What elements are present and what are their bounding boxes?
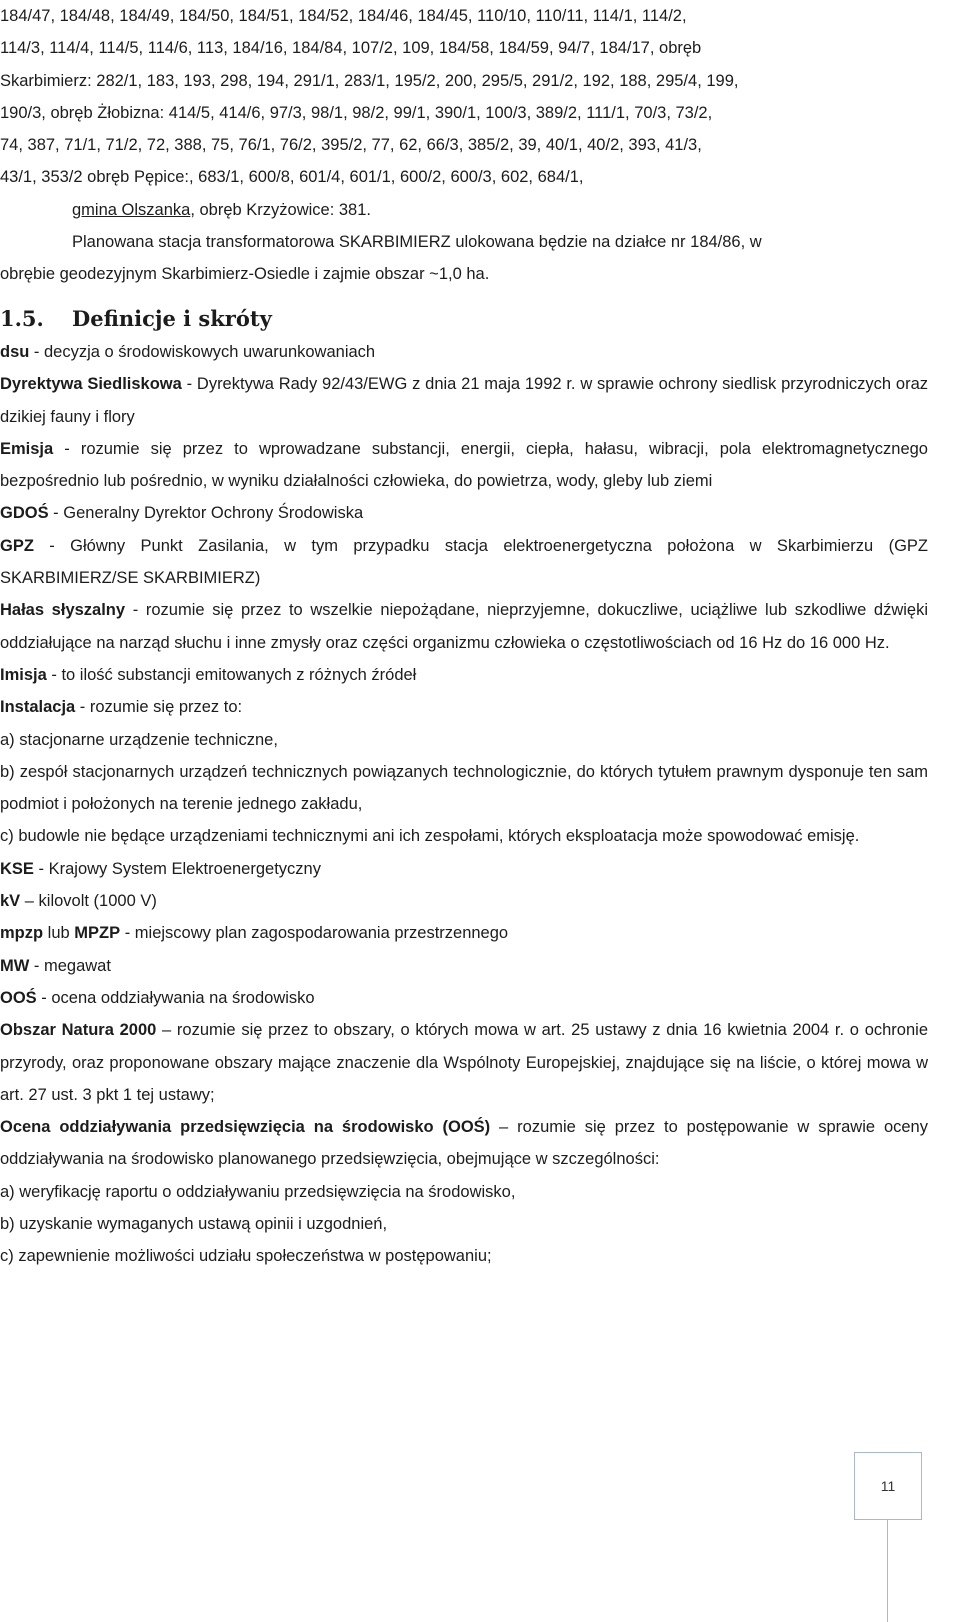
definition-term: Obszar Natura 2000 (0, 1021, 157, 1040)
definition-item (0, 1014, 928, 1111)
definition-text: - megawat (29, 956, 111, 975)
definition-text: - Dyrektywa Rady 92/43/EWG z dnia 21 maja 1992 r. w sprawie ochrony siedlisk przyrodniczych oraz dzikiej fauny i flory (0, 375, 929, 426)
definition-item (0, 368, 928, 433)
definition-item (0, 1240, 928, 1272)
definition-item (0, 691, 928, 723)
page-number-box (854, 1452, 922, 1520)
gmina-rest: , obręb Krzyżowice: 381. (190, 200, 371, 219)
definition-item (0, 336, 928, 368)
definition-item (0, 820, 928, 852)
definition-item (0, 530, 928, 595)
definition-text: a) weryfikację raportu o oddziaływaniu przedsięwzięcia na środowisko, (0, 1182, 516, 1201)
parcel-line: 184/47, 184/48, 184/49, 184/50, 184/51, 184/52, 184/46, 184/45, 110/10, 110/11, 114/1, 114/2, (0, 7, 687, 25)
definition-text: a) stacjonarne urządzenie techniczne, (0, 730, 278, 749)
definition-item (0, 433, 928, 498)
definition-text: c) budowle nie będące urządzeniami technicznymi ani ich zespołami, których eksploatacja może spowodować emisję. (0, 827, 860, 846)
definition-item (0, 594, 928, 659)
definition-item (0, 885, 928, 917)
planned-station-line-1: Planowana stacja transformatorowa SKARBIMIERZ ulokowana będzie na działce nr 184/86, w (72, 233, 762, 252)
planned-station-line-2: obrębie geodezyjnym Skarbimierz-Osiedle i zajmie obszar ~1,0 ha. (0, 265, 490, 284)
definition-term: Ocena oddziaływania przedsięwzięcia na środowisko (OOŚ) (0, 1118, 491, 1137)
parcel-line: 43/1, 353/2 obręb Pępice:, 683/1, 600/8, 601/4, 601/1, 600/2, 600/3, 602, 684/1, (0, 168, 584, 187)
intro-block (0, 0, 928, 291)
definition-term: GPZ (0, 536, 34, 555)
section-title: Definicje i skróty (72, 306, 272, 331)
definition-term: GDOŚ (0, 504, 49, 523)
definition-text: - Generalny Dyrektor Ochrony Środowiska (48, 504, 364, 523)
definition-term: KSE (0, 859, 34, 878)
definition-text: - miejscowy plan zagospodarowania przestrzennego (120, 924, 509, 943)
gmina-name: gmina Olszanka (72, 200, 191, 219)
definition-term: Hałas słyszalny (0, 601, 126, 620)
parcel-list (0, 0, 928, 291)
definition-item (0, 1208, 928, 1240)
definition-text: - decyzja o środowiskowych uwarunkowaniach (29, 343, 376, 361)
definition-text: - ocena oddziaływania na środowisko (36, 988, 315, 1007)
definition-text: - Główny Punkt Zasilania, w tym przypadku stacja elektroenergetyczna położona w Skarbimierzu (GPZ SKARBIMIERZ/SE SKARBIMIERZ) (0, 536, 928, 588)
definition-item (0, 982, 928, 1014)
gmina-line (0, 194, 928, 226)
definition-item (0, 950, 928, 982)
definition-term: Instalacja (0, 698, 76, 717)
definition-text: lub (43, 924, 75, 943)
definition-item (0, 497, 928, 529)
definition-text: b) zespół stacjonarnych urządzeń technicznych powiązanych technologicznie, do których tytułem prawnym dysponuje ten sam podmiot i położonych na terenie jednego zakładu, (0, 762, 928, 814)
definition-term: dsu (0, 343, 30, 361)
page-number-rule (887, 1520, 888, 1622)
parcel-line: Skarbimierz: 282/1, 183, 193, 298, 194, 291/1, 283/1, 195/2, 200, 295/5, 291/2, 192, 188, 295/4, 199, (0, 71, 739, 90)
definition-item (0, 917, 928, 949)
definition-term: kV (0, 892, 21, 911)
definition-term: Dyrektywa Siedliskowa (0, 375, 182, 394)
section-number: 1.5. (0, 306, 44, 331)
definition-text: - rozumie się przez to wprowadzane substancji, energii, ciepła, hałasu, wibracji, pola elektromagnetycznego bezpośrednio lub pośrednio, w wyniku działalności człowieka, do powietrza, wody, gleby lub ziemi (0, 439, 928, 491)
definition-text: - Krajowy System Elektroenergetyczny (33, 859, 321, 878)
definition-item (0, 724, 928, 756)
definition-term: Imisja (0, 665, 47, 684)
definition-item (0, 1176, 928, 1208)
definition-item (0, 1111, 928, 1176)
definition-term: Emisja (0, 439, 54, 458)
definition-text: – kilovolt (1000 V) (20, 892, 157, 911)
page-number: 11 (880, 1478, 896, 1494)
definition-text: - rozumie się przez to wszelkie niepożądane, nieprzyjemne, dokuczliwe, uciążliwe lub szkodliwe dźwięki oddziałujące na narząd słuchu i inne zmysły oraz części organizmu człowieka o częstotliwościach od 16 Hz do 16 000 Hz. (0, 601, 928, 652)
definition-term: mpzp (0, 924, 44, 943)
definition-term: MW (0, 956, 30, 975)
definition-text: – rozumie się przez to obszary, o których mowa w art. 25 ustawy z dnia 16 kwietnia 2004 r. o ochronie przyrody, oraz proponowane obszary mające znaczenie dla Wspólnoty Europejskiej, znajdujące się na liście, o której mowa w art. 27 ust. 3 pkt 1 tej ustawy; (0, 1021, 928, 1104)
definition-item (0, 659, 928, 691)
parcel-line: 74, 387, 71/1, 71/2, 72, 388, 75, 76/1, 76/2, 395/2, 77, 62, 66/3, 385/2, 39, 40/1, 40/2, 393, 41/3, (0, 136, 702, 155)
definition-item (0, 756, 928, 821)
definition-item (0, 853, 928, 885)
definition-text: c) zapewnienie możliwości udziału społeczeństwa w postępowaniu; (0, 1247, 492, 1266)
definition-text: - rozumie się przez to: (75, 698, 243, 717)
definition-term: OOŚ (0, 988, 37, 1007)
definition-text: – rozumie się przez to postępowanie w sprawie oceny oddziaływania na środowisko planowanego przedsięwzięcia, obejmujące w szczególności: (0, 1118, 928, 1169)
parcel-line: 190/3, obręb Żłobizna: 414/5, 414/6, 97/3, 98/1, 98/2, 99/1, 390/1, 100/3, 389/2, 111/1, 70/3, 73/2, (0, 103, 713, 122)
definitions-list (0, 336, 928, 1273)
definition-term: MPZP (74, 924, 121, 943)
definition-text: - to ilość substancji emitowanych z różnych źródeł (46, 665, 417, 684)
definition-text: b) uzyskanie wymaganych ustawą opinii i uzgodnień, (0, 1215, 388, 1234)
parcel-line: 114/3, 114/4, 114/5, 114/6, 113, 184/16, 184/84, 107/2, 109, 184/58, 184/59, 94/7, 184/17, obręb (0, 39, 702, 58)
